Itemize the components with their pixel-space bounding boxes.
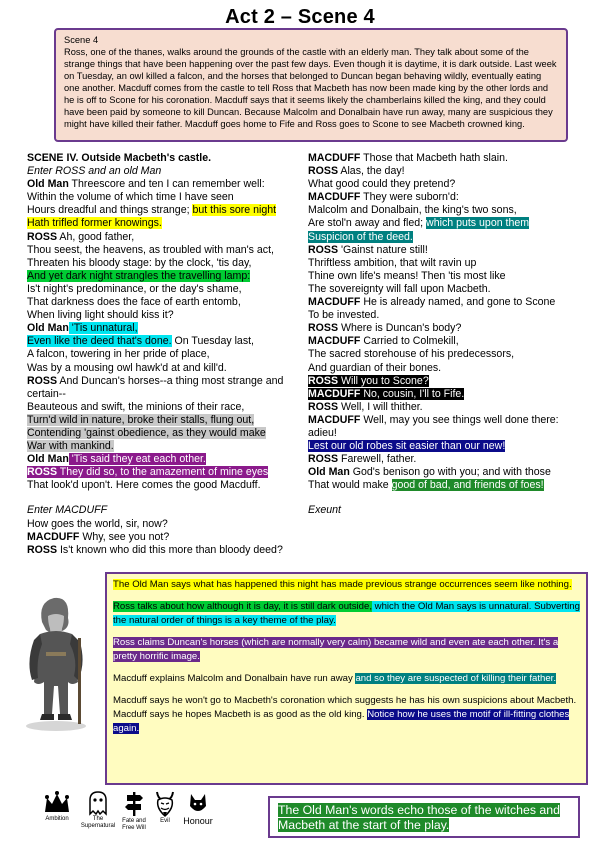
text-segment: Enter MACDUFF	[27, 504, 108, 517]
text-segment: ROSS	[27, 374, 58, 387]
text-segment: Are stol'n away and fled;	[308, 217, 427, 230]
text-segment: Thine own life's means! Then 'tis most like	[308, 269, 506, 282]
text-segment: Old Man	[27, 178, 69, 191]
text-segment: Was by a mousing owl hawk'd at and kill'd.	[27, 361, 227, 374]
script-line	[308, 257, 590, 270]
theme-supernatural-label-1: The	[92, 816, 104, 822]
text-segment: but this sore night	[192, 204, 277, 217]
script-line	[308, 362, 590, 375]
note-segment: Macduff says he won't go to Macbeth's coronation which suggests he has his own suspicions about Macbeth. Macduff says he hopes Macbeth is as good as the old king.	[113, 695, 577, 720]
analysis-notes-box	[105, 572, 588, 785]
text-segment: Beauteous and swift, the minions of their race,	[27, 400, 245, 413]
script-line	[27, 518, 307, 531]
script-line	[308, 244, 590, 257]
text-segment: ROSS	[308, 453, 339, 466]
note-segment: The Old Man says what has happened this night has made previous strange occurrences seem like nothing.	[113, 579, 572, 590]
text-segment: good of bad, and friends of foes!	[391, 479, 544, 492]
note-segment: Ross claims Duncan's horses (which are normally very calm) became wild and even ate each other. It's a pretty horrific image.	[113, 637, 559, 662]
text-segment: They did so, to the amazement of mine eyes	[57, 466, 269, 479]
script-line	[308, 270, 590, 283]
text-segment: Thou seest, the heavens, as troubled with man's act,	[27, 243, 274, 256]
text-segment: No, cousin, I'll to Fife.	[360, 387, 465, 400]
old-man-figure	[12, 582, 98, 732]
text-segment: Is't night's predominance, or the day's shame,	[27, 282, 242, 295]
text-segment: The sovereignty will fall upon Macbeth.	[308, 282, 491, 295]
analysis-note	[113, 600, 580, 628]
text-segment: God's benison go with you; and with those	[349, 466, 551, 479]
script-line	[308, 492, 590, 504]
script-line	[27, 309, 307, 322]
text-segment: That darkness does the face of earth entomb,	[27, 296, 241, 309]
script-line	[308, 335, 590, 348]
text-segment: To be invested.	[308, 309, 380, 322]
text-segment: Will you to Scone?	[338, 374, 429, 387]
text-segment: SCENE IV. Outside Macbeth's castle.	[27, 152, 212, 164]
script-line	[27, 504, 307, 517]
note-segment: and so they are suspected of killing their father.	[355, 673, 556, 684]
script-line	[308, 191, 590, 204]
script-line	[27, 165, 307, 178]
script-line	[27, 283, 307, 296]
script-line	[308, 283, 590, 296]
script-line	[27, 427, 307, 440]
text-segment: A falcon, towering in her pride of place,	[27, 348, 210, 361]
script-left-column	[27, 152, 307, 557]
text-segment: ROSS	[27, 466, 58, 479]
script-line	[308, 217, 590, 230]
text-segment: MACDUFF	[308, 335, 361, 348]
text-segment: MACDUFF	[308, 387, 361, 400]
script-line	[308, 440, 590, 453]
text-segment: He is already named, and gone to Scone	[360, 296, 556, 309]
script-line	[308, 204, 590, 217]
script-line	[308, 388, 590, 401]
script-line	[308, 479, 590, 492]
text-segment: Well, may you see things well done there:	[360, 413, 559, 426]
text-segment: MACDUFF	[308, 296, 361, 309]
script-line	[308, 375, 590, 388]
script-line	[308, 453, 590, 466]
script-line	[27, 348, 307, 361]
note-segment: Macduff explains Malcolm and Donalbain have run away	[113, 673, 356, 684]
script-line	[27, 335, 307, 348]
theme-fate-label-1: Fate and	[122, 818, 146, 824]
note-segment: Ross talks about how although it is day, it is still dark outside,	[113, 601, 372, 612]
theme-icons	[40, 790, 230, 850]
script-line	[27, 257, 307, 270]
theme-honour-label: Honour	[183, 816, 213, 826]
theme-ambition-label: Ambition	[45, 816, 69, 822]
summary-text: Ross, one of the thanes, walks around the grounds of the castle with an elderly man. They talk about some of the strange things that have been happening over the past few days. Even though it is daytime, it is dark outside. Last week on Tuesday, an owl killed a falcon, and the horses that belonged to Duncan began behaving wildly, eventually eating one another. Macduff comes from the castle to tell Ross that Macbeth has now been made king by the other lords and he is off to Scone for his coronation. Macduff says that it seems likely the chamberlains killed the king, and they could have been paid by someone to kill Duncan. Because Malcolm and Donalbain have run away, many are suspicious they might have killed their father. Macduff goes home to Fife and Ross goes to Scone to see Macbeth crowned king.	[64, 47, 557, 129]
theme-evil	[150, 790, 180, 825]
script-line	[27, 479, 307, 492]
script-line	[308, 414, 590, 427]
script-line	[308, 165, 590, 178]
text-segment: Why, see you not?	[79, 530, 170, 543]
script-line	[27, 244, 307, 257]
text-segment: That would make	[308, 479, 392, 492]
text-segment: And yet dark night strangles the travelling lamp:	[27, 269, 251, 282]
script-line	[27, 466, 307, 479]
theme-fate-label-2: Free Will	[122, 825, 146, 831]
text-segment: They were suborn'd:	[360, 191, 459, 204]
text-segment: Thriftless ambition, that wilt ravin up	[308, 256, 477, 269]
analysis-note	[113, 672, 580, 686]
script-line	[27, 152, 307, 165]
text-segment: Old Man	[27, 322, 69, 335]
text-segment: What good could they pretend?	[308, 178, 456, 191]
text-segment: Exeunt	[308, 504, 341, 517]
analysis-note	[113, 694, 580, 736]
text-segment: ROSS	[308, 165, 339, 178]
text-segment: ROSS	[308, 322, 339, 335]
scene-summary-box	[54, 28, 568, 142]
text-segment: ROSS	[308, 243, 339, 256]
script-line	[27, 492, 307, 504]
script-line	[308, 504, 590, 517]
text-segment: MACDUFF	[27, 530, 80, 543]
note-segment: Notice how he uses the motif of ill-fitting clothes again.	[113, 709, 570, 734]
text-segment: Hath trifled former knowings.	[27, 217, 162, 230]
text-segment: Hours dreadful and things strange;	[27, 204, 193, 217]
script-line	[308, 427, 590, 440]
text-segment: Where is Duncan's body?	[338, 322, 462, 335]
text-segment: MACDUFF	[308, 191, 361, 204]
script-line	[308, 348, 590, 361]
text-segment: MACDUFF	[308, 152, 361, 164]
script-line	[27, 388, 307, 401]
theme-ambition	[40, 790, 74, 823]
signpost-icon	[123, 790, 145, 818]
text-segment: Those that Macbeth hath slain.	[360, 152, 508, 164]
text-segment: Old Man	[308, 466, 350, 479]
cat-icon	[186, 790, 210, 818]
script-line	[27, 362, 307, 375]
text-segment: Is't known who did this more than bloody deed?	[57, 543, 283, 556]
analysis-note	[113, 636, 580, 664]
text-segment: Lest our old robes sit easier than our new!	[308, 440, 506, 453]
script-line	[27, 178, 307, 191]
text-segment: Threaten his bloody stage: by the clock, 'tis day,	[27, 256, 252, 269]
script-line	[308, 178, 590, 191]
text-segment: That look'd upon't. Here comes the good Macduff.	[27, 479, 261, 492]
text-segment: Even like the deed that's done.	[27, 335, 172, 348]
script-line	[27, 531, 307, 544]
text-segment: Threescore and ten I can remember well:	[68, 178, 265, 191]
text-segment: How goes the world, sir, now?	[27, 517, 168, 530]
text-segment: 'Tis unnatural,	[68, 322, 138, 335]
text-segment: Well, I will thither.	[338, 400, 423, 413]
text-segment: Ah, good father,	[57, 230, 135, 243]
theme-honour	[178, 790, 218, 825]
text-segment: Malcolm and Donalbain, the king's two sons,	[308, 204, 517, 217]
theme-supernatural-label-2: Supernatural	[80, 823, 116, 829]
theme-fate	[116, 790, 152, 832]
text-segment: And guardian of their bones.	[308, 361, 442, 374]
script-line	[27, 270, 307, 283]
script-line	[308, 401, 590, 414]
script-line	[27, 401, 307, 414]
text-segment: certain--	[27, 387, 66, 400]
script-right-column	[308, 152, 590, 518]
script-line	[27, 231, 307, 244]
text-segment: ROSS	[308, 400, 339, 413]
script-line	[27, 204, 307, 217]
script-line	[27, 544, 307, 557]
text-segment: which puts upon them	[426, 217, 530, 230]
text-segment: Within the volume of which time I have seen	[27, 191, 234, 204]
text-segment: ROSS	[27, 230, 58, 243]
text-segment: 'Gainst nature still!	[338, 243, 428, 256]
script-line	[27, 414, 307, 427]
text-segment: Enter ROSS and an old Man	[27, 165, 162, 178]
script-line	[308, 152, 590, 165]
page-title: Act 2 – Scene 4	[225, 6, 375, 28]
text-segment: ROSS	[27, 543, 58, 556]
text-segment: ROSS	[308, 374, 339, 387]
crown-icon	[43, 790, 71, 816]
devil-icon	[153, 790, 177, 818]
text-segment: War with mankind.	[27, 440, 114, 453]
text-segment: adieu!	[308, 426, 337, 439]
text-segment: On Tuesday last,	[171, 335, 254, 348]
script-line	[27, 440, 307, 453]
text-segment: When living light should kiss it?	[27, 309, 174, 322]
text-segment: Old Man	[27, 453, 69, 466]
echo-callout-text: The Old Man's words echo those of the witches and Macbeth at the start of the play.	[278, 803, 560, 832]
script-line	[308, 296, 590, 309]
text-segment: 'Tis said they eat each other.	[68, 453, 206, 466]
script-line	[308, 231, 590, 244]
text-segment: Contending 'gainst obedience, as they would make	[27, 426, 266, 439]
theme-supernatural	[76, 790, 120, 830]
script-line	[308, 466, 590, 479]
script-line	[308, 309, 590, 322]
script-line	[27, 375, 307, 388]
note-segment: which the Old Man says is unnatural. Subverting the natural order of things is a key theme of the play.	[113, 601, 580, 626]
text-segment: And Duncan's horses--a thing most strange and	[57, 374, 284, 387]
text-segment: Carried to Colmekill,	[360, 335, 459, 348]
text-segment: Farewell, father.	[338, 453, 417, 466]
echo-callout-box	[268, 796, 580, 838]
analysis-note	[113, 578, 580, 592]
text-segment: The sacred storehouse of his predecessors,	[308, 348, 515, 361]
text-segment: Suspicion of the deed.	[308, 230, 413, 243]
script-line	[27, 453, 307, 466]
script-line	[27, 322, 307, 335]
script-line	[27, 296, 307, 309]
script-line	[27, 217, 307, 230]
script-line	[27, 191, 307, 204]
theme-evil-label: Evil	[160, 818, 170, 824]
ghost-icon	[87, 790, 109, 816]
text-segment: Turn'd wild in nature, broke their stalls, flung out,	[27, 413, 255, 426]
summary-heading: Scene 4	[64, 35, 99, 45]
text-segment: Alas, the day!	[338, 165, 405, 178]
text-segment: MACDUFF	[308, 413, 361, 426]
script-line	[308, 322, 590, 335]
